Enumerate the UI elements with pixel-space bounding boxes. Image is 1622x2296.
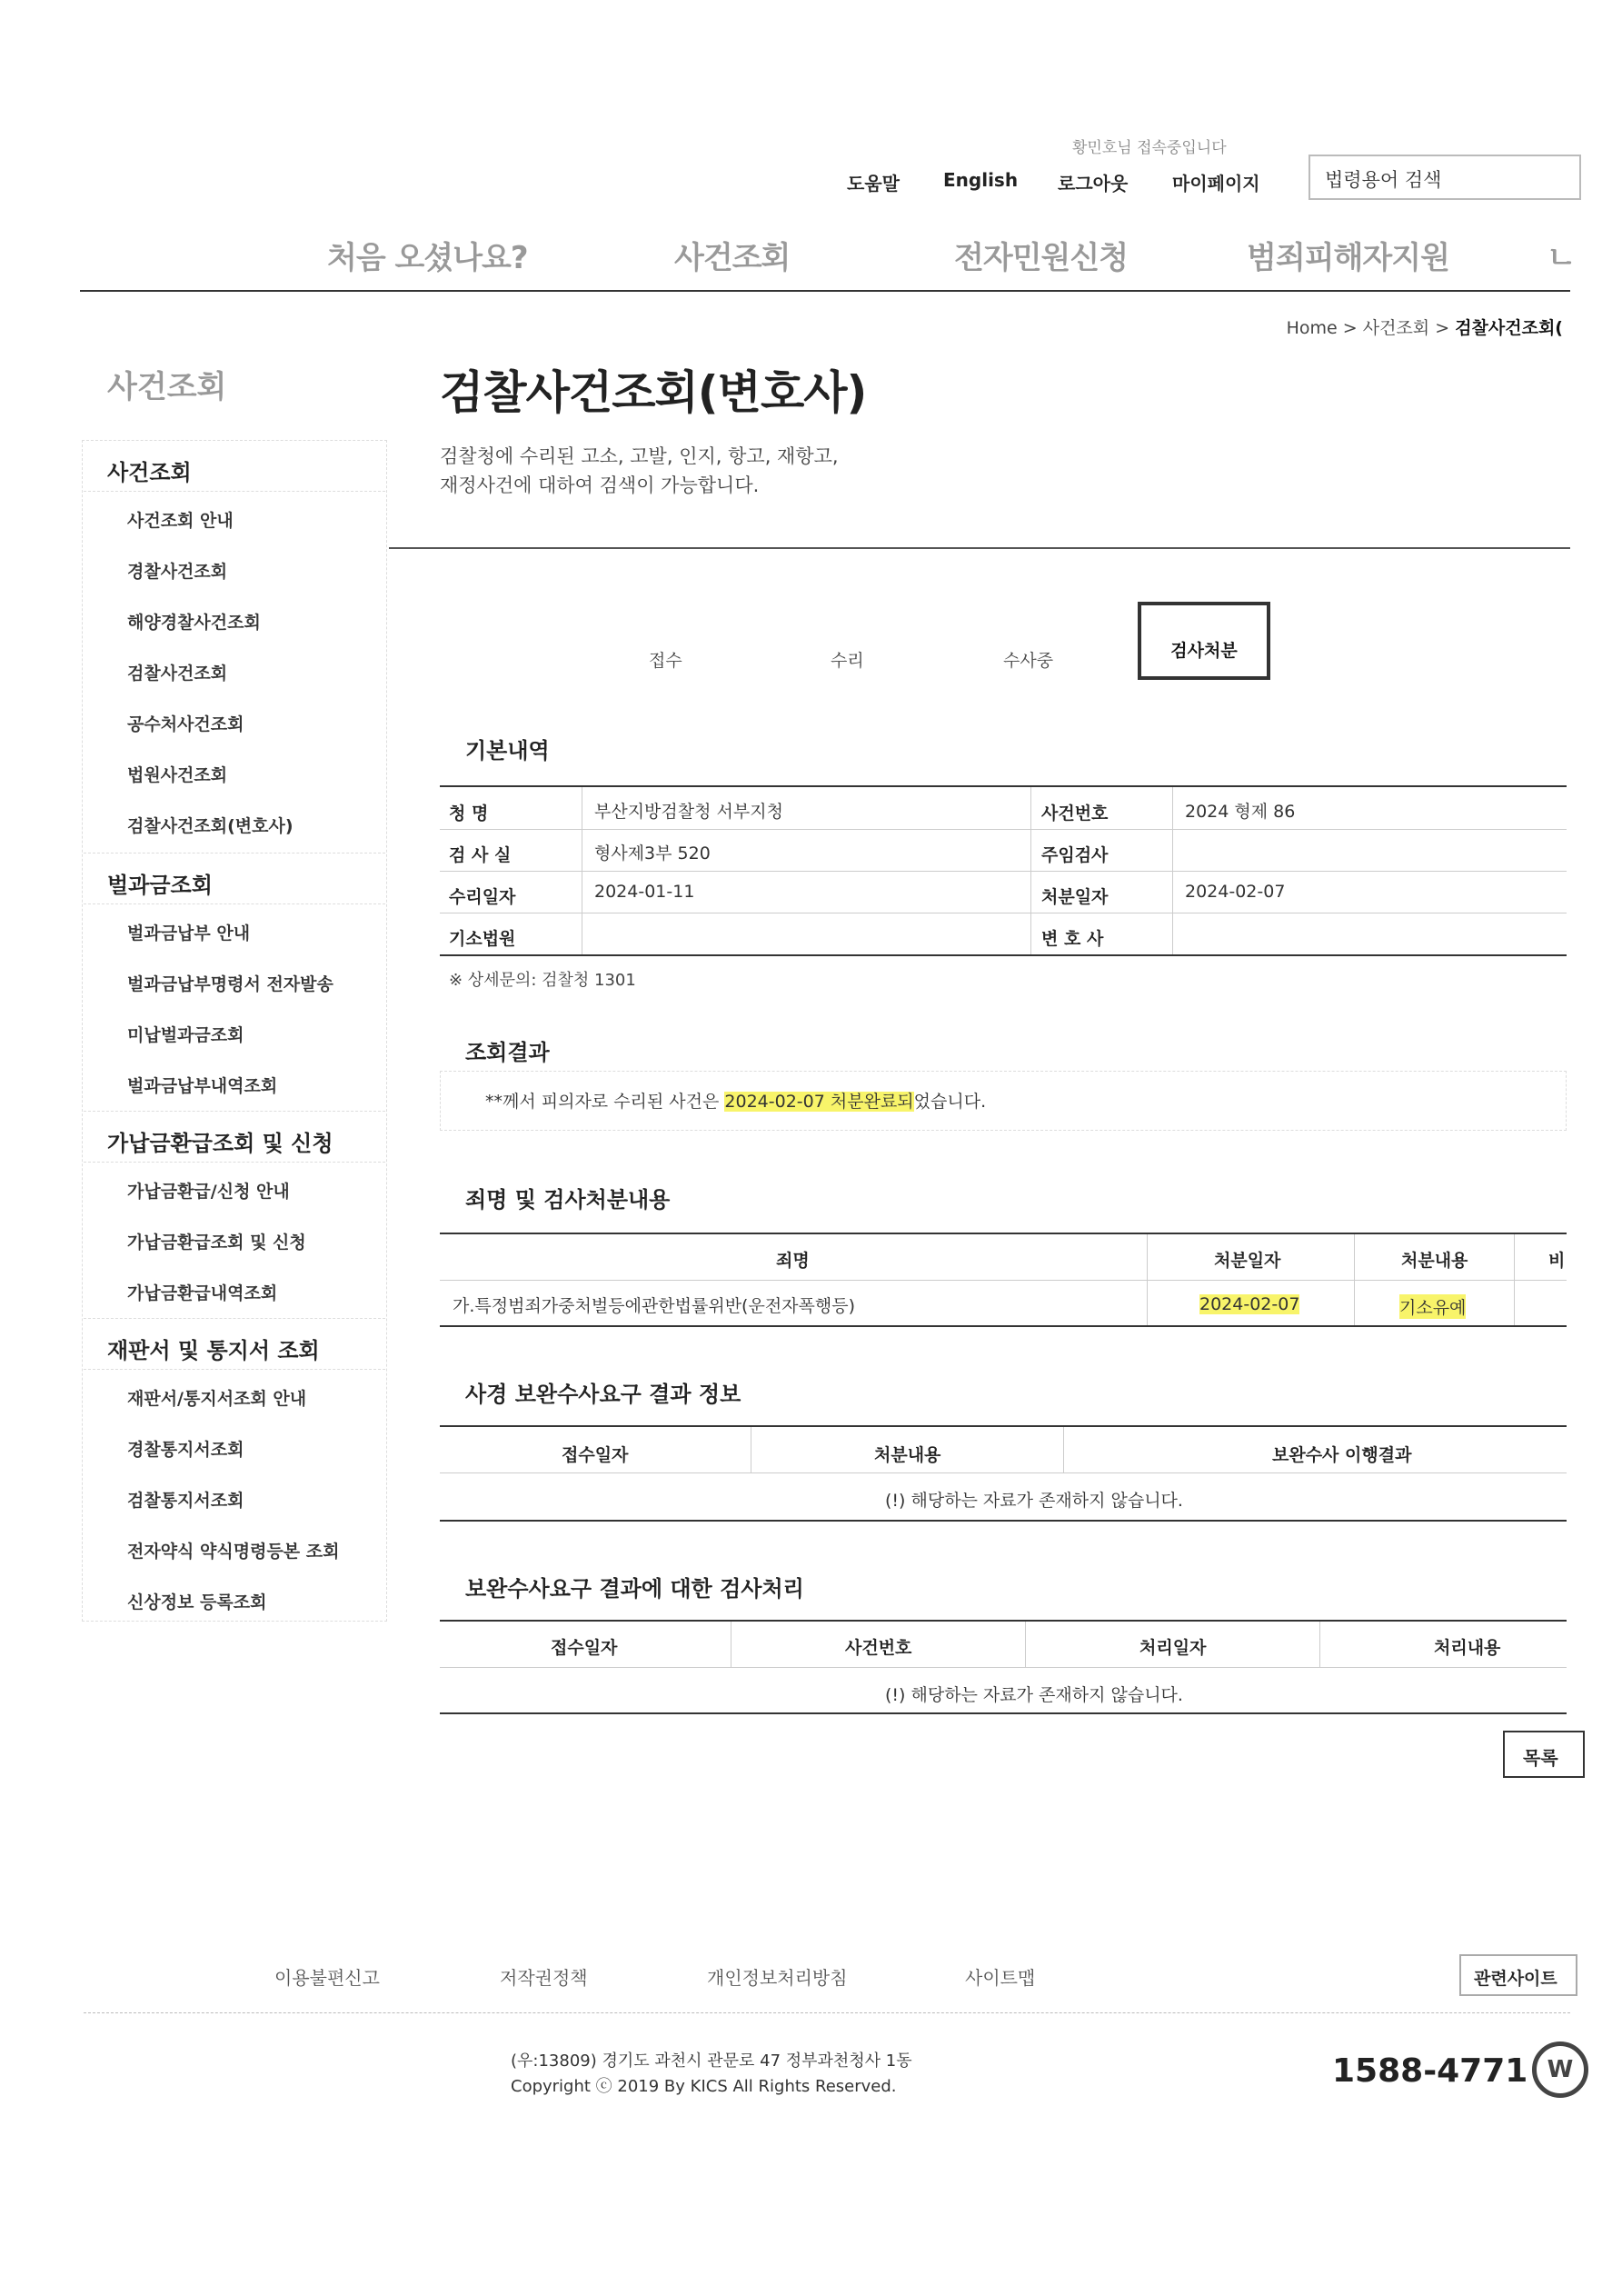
breadcrumb-home[interactable]: Home: [1286, 318, 1338, 338]
charge-name: 가.특정범죄가중처벌등에관한법률위반(운전자폭행등): [453, 1296, 856, 1316]
label-accept-date: 수리일자: [449, 887, 516, 907]
sidebar-title: 사건조회: [107, 369, 227, 405]
sidebar-item[interactable]: 가납금환급내역조회: [127, 1283, 278, 1303]
label-disposition-date: 처분일자: [1041, 887, 1109, 907]
content-divider: [389, 547, 1570, 549]
gnb-case-inquiry[interactable]: 사건조회: [674, 240, 791, 276]
header-charge-name: 죄명: [776, 1251, 810, 1271]
page-description: 재정사건에 대하여 검색이 가능합니다.: [440, 474, 760, 496]
header-police-disp-content: 처분내용: [874, 1445, 941, 1465]
value-case-number: 2024 형제 86: [1185, 802, 1296, 822]
step-accepted: 수리: [831, 651, 864, 671]
gnb-cut-item[interactable]: ㄴ: [1547, 240, 1576, 276]
value-office: 부산지방검찰청 서부지청: [594, 802, 783, 822]
footer-address: (우:13809) 경기도 과천시 관문로 47 정부과천청사 1동: [511, 2051, 912, 2071]
kics-logo-icon: W: [1532, 2041, 1588, 2098]
header-pros-process-content: 처리내용: [1434, 1638, 1501, 1658]
sidebar-group-refund[interactable]: 가납금환급조회 및 신청: [107, 1131, 333, 1156]
related-sites-button[interactable]: 관련사이트: [1459, 1954, 1577, 1996]
login-greeting: 황민호님 접속중입니다: [1072, 139, 1227, 157]
section-title-basic: 기본내역: [465, 738, 550, 764]
header-disp-content: 처분내용: [1401, 1251, 1468, 1271]
charge-disp-date: 2024-02-07: [1199, 1294, 1300, 1314]
sidebar-item[interactable]: 검찰사건조회: [127, 664, 228, 684]
gnb-e-petition[interactable]: 전자민원신청: [954, 240, 1129, 276]
step-disposition-current: 검사처분: [1138, 602, 1270, 680]
sidebar-item[interactable]: 공수처사건조회: [127, 714, 244, 734]
result-text: [485, 1088, 986, 1113]
footer-copyright: Copyright ⓒ 2019 By KICS All Rights Reserved.: [511, 2077, 897, 2096]
sidebar-item[interactable]: 해양경찰사건조회: [127, 613, 261, 633]
sidebar-item[interactable]: 사건조회 안내: [127, 511, 234, 531]
value-disposition-date: 2024-02-07: [1185, 882, 1286, 902]
sidebar-item[interactable]: 가납금환급/신청 안내: [127, 1182, 290, 1202]
section-title-prosecutor-processing: 보완수사요구 결과에 대한 검사처리: [465, 1576, 804, 1602]
label-chief-prosecutor: 주임검사: [1041, 845, 1109, 865]
charge-disp-content: 기소유예: [1399, 1294, 1466, 1319]
sidebar-item[interactable]: 경찰통지서조회: [127, 1440, 244, 1460]
police-empty-message: (!) 해당하는 자료가 존재하지 않습니다.: [885, 1491, 1183, 1511]
footer-divider: [84, 2012, 1570, 2013]
chevron-right-icon: >: [1342, 318, 1363, 338]
footer-report-link[interactable]: 이용불편신고: [274, 1967, 380, 1989]
label-case-number: 사건번호: [1041, 804, 1109, 824]
page-title: 검찰사건조회(변호사): [440, 366, 867, 419]
sidebar-item[interactable]: 검찰통지서조회: [127, 1491, 244, 1511]
section-title-result: 조회결과: [465, 1040, 550, 1065]
sidebar-group-fine[interactable]: 벌과금조회: [107, 873, 213, 898]
value-prosecutor-room: 형사제3부 520: [594, 844, 711, 863]
mypage-link[interactable]: 마이페이지: [1172, 173, 1260, 195]
logout-link[interactable]: 로그아웃: [1058, 173, 1129, 195]
footer-sitemap-link[interactable]: 사이트맵: [965, 1967, 1036, 1989]
header-pros-receipt-date: 접수일자: [551, 1638, 618, 1658]
sidebar-item[interactable]: 벌과금납부 안내: [127, 923, 251, 943]
sidebar-item[interactable]: 법원사건조회: [127, 765, 228, 785]
sidebar-item[interactable]: 신상정보 등록조회: [127, 1592, 267, 1612]
contact-note: ※ 상세문의: 검찰청 1301: [449, 971, 636, 990]
label-prosecutor-room: 검 사 실: [449, 845, 512, 865]
breadcrumb: [1287, 314, 1563, 339]
sidebar-item[interactable]: 미납벌과금조회: [127, 1025, 244, 1045]
value-accept-date: 2024-01-11: [594, 882, 695, 902]
prosecutor-empty-message: (!) 해당하는 자료가 존재하지 않습니다.: [885, 1685, 1183, 1705]
section-title-charges: 죄명 및 검사처분내용: [465, 1187, 671, 1213]
label-office: 청 명: [449, 804, 489, 824]
term-search-input[interactable]: 법령용어 검색: [1309, 155, 1581, 200]
result-highlight: 2024-02-07 처분완료되: [724, 1092, 914, 1112]
english-link[interactable]: English: [943, 169, 1019, 191]
footer-copyright-policy-link[interactable]: 저작권정책: [500, 1967, 588, 1989]
label-lawyer: 변 호 사: [1041, 929, 1104, 949]
sidebar-item[interactable]: 가납금환급조회 및 신청: [127, 1233, 306, 1253]
result-prefix: **께서 피의자로 수리된 사건은: [485, 1092, 725, 1112]
header-disp-date: 처분일자: [1214, 1251, 1281, 1271]
header-pros-process-date: 처리일자: [1139, 1638, 1207, 1658]
sidebar-group-case[interactable]: 사건조회: [107, 460, 192, 485]
sidebar-item-active[interactable]: 검찰사건조회(변호사): [127, 816, 294, 836]
list-button[interactable]: 목록: [1503, 1731, 1585, 1778]
breadcrumb-level1[interactable]: 사건조회: [1362, 318, 1430, 338]
footer-address-block: [511, 2049, 912, 2100]
header-police-receipt-date: 접수일자: [562, 1445, 629, 1465]
result-suffix: 었습니다.: [913, 1092, 987, 1112]
sidebar-item[interactable]: 전자약식 약식명령등본 조회: [127, 1542, 340, 1562]
gnb-victim-support[interactable]: 범죄피해자지원: [1247, 240, 1449, 276]
chevron-right-icon: >: [1435, 318, 1456, 338]
section-title-police-supplement: 사경 보완수사요구 결과 정보: [465, 1382, 741, 1407]
footer-privacy-link[interactable]: 개인정보처리방침: [707, 1967, 848, 1989]
gnb-first-visit[interactable]: 처음 오셨나요?: [327, 240, 528, 276]
footer-phone: 1588-4771: [1332, 2052, 1528, 2090]
help-link[interactable]: 도움말: [847, 173, 900, 195]
header-police-result: 보완수사 이행결과: [1272, 1445, 1412, 1465]
sidebar-group-judgment[interactable]: 재판서 및 통지서 조회: [107, 1338, 320, 1363]
sidebar-item[interactable]: 벌과금납부내역조회: [127, 1076, 278, 1096]
header-pros-case-number: 사건번호: [845, 1638, 912, 1658]
page-description: 검찰청에 수리된 고소, 고발, 인지, 항고, 재항고,: [440, 445, 839, 467]
step-investigating: 수사중: [1003, 651, 1054, 671]
gnb-divider: [80, 290, 1570, 292]
breadcrumb-current: 검찰사건조회(: [1455, 318, 1563, 338]
step-received: 접수: [649, 651, 682, 671]
sidebar-item[interactable]: 재판서/통지서조회 안내: [127, 1389, 307, 1409]
sidebar-item[interactable]: 벌과금납부명령서 전자발송: [127, 974, 333, 994]
header-note: 비: [1548, 1251, 1566, 1271]
label-court: 기소법원: [449, 929, 516, 949]
sidebar-item[interactable]: 경찰사건조회: [127, 562, 228, 582]
